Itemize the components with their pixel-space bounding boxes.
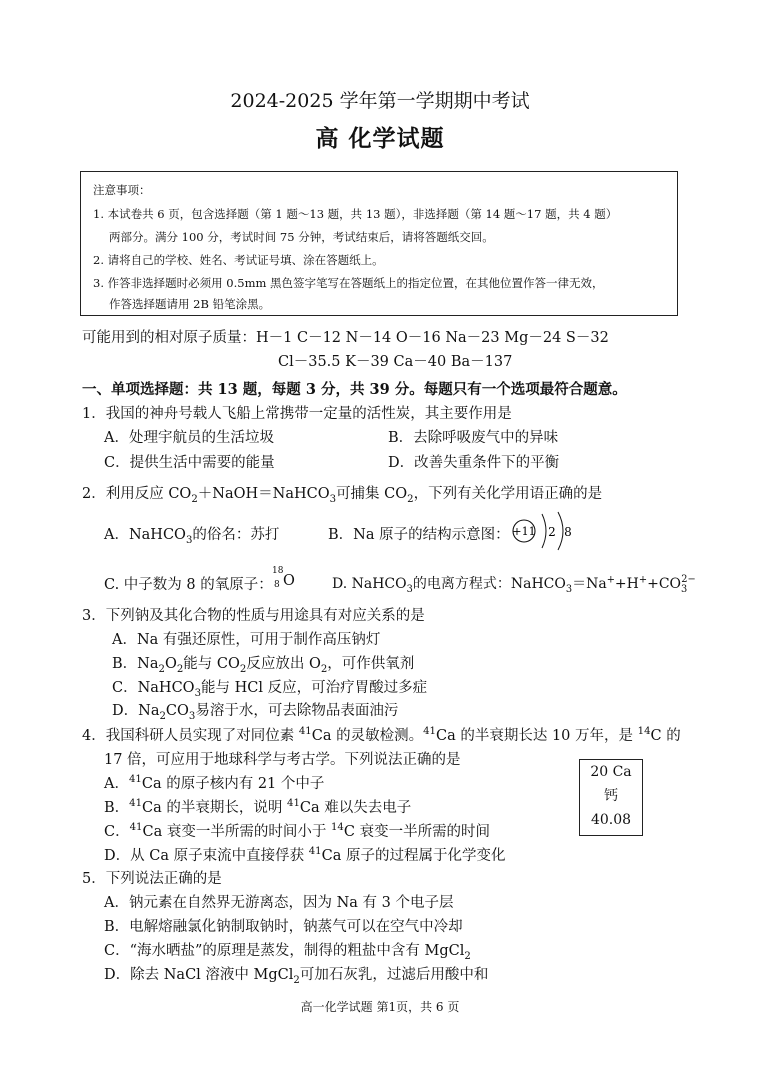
calcium-number-symbol: 20 Ca (590, 764, 632, 780)
notice-box (80, 171, 678, 316)
q5-stem: 5．下列说法正确的是 (82, 871, 222, 887)
nucleus-charge: +11 (512, 525, 536, 538)
q4-option-d: D．从 Ca 原子束流中直接俘获 $^{41}$Ca 原子的过程属于化学变化 (104, 846, 506, 864)
atomic-mass-line-2: Cl－35.5 K－39 Ca－40 Ba－137 (278, 354, 513, 370)
electron-shell-2 (558, 512, 563, 550)
exam-title: 2024-2025 学年第一学期期中考试 (230, 90, 530, 112)
q2-option-c: C. 中子数为 8 的氧原子： (104, 577, 273, 593)
notice-item-3-cont: 作答选择题请用 2B 铅笔涂黑。 (109, 297, 271, 311)
q3-option-b: B．$Na_2O_2$能与 $CO_2$反应放出 $O_2$，可作供氧剂 (112, 656, 415, 675)
q3-option-c: C．NaHCO$_3$能与 HCl 反应，可治疗胃酸过多症 (112, 680, 428, 699)
calcium-name: 钙 (604, 788, 618, 804)
q4-stem-line-2: 17 倍，可应用于地球科学与考古学。下列说法正确的是 (104, 752, 461, 768)
q1-stem: 1．我国的神舟号载人飞船上常携带一定量的活性炭，其主要作用是 (82, 406, 512, 422)
q1-option-c: C．提供生活中需要的能量 (104, 455, 275, 471)
q4-stem-line-1: 4．我国科研人员实现了对同位素 $^{41}$Ca 的灵敏检测。$^{41}$Ca 的半衰期长达 10 万年，是 $^{14}$C 的 (82, 726, 681, 744)
notice-item-3: 3. 作答非选择题时必须用 0.5mm 黑色签字笔写在答题纸上的指定位置，在其他位置作答一律无效， (93, 276, 604, 290)
section-heading: 一、单项选择题：共 13 题，每题 3 分，共 39 分。每题只有一个选项最符合题意。 (82, 381, 627, 398)
q5-option-a: A．钠元素在自然界无游离态，因为 Na 有 3 个电子层 (104, 895, 454, 911)
q2-c-atomic-number: 8 (274, 580, 280, 590)
q1-option-a: A．处理宇航员的生活垃圾 (104, 430, 274, 446)
q2-option-b: B．Na 原子的结构示意图： (328, 527, 510, 543)
notice-item-2: 2. 请将自己的学校、姓名、考试证号填、涂在答题纸上。 (93, 253, 384, 267)
q1-option-b: B．去除呼吸废气中的异味 (388, 430, 559, 446)
q3-option-d: D．$Na_2CO_3$易溶于水，可去除物品表面油污 (112, 703, 399, 722)
shell-2-electrons: 8 (564, 525, 572, 539)
q4-option-c: C．$^{41}$Ca 衰变一半所需的时间小于 $^{14}$C 衰变一半所需的时间 (104, 822, 491, 840)
q2-c-mass-number: 18 (272, 566, 284, 576)
notice-heading: 注意事项： (93, 183, 151, 197)
q2-c-symbol: O (283, 573, 295, 589)
electron-shell-1 (542, 514, 546, 548)
q4-option-a: A．$^{41}$Ca 的原子核内有 21 个中子 (104, 774, 325, 792)
q4-option-b: B．$^{41}$Ca 的半衰期长，说明 $^{41}$Ca 难以失去电子 (104, 798, 412, 816)
q3-option-a: A．Na 有强还原性，可用于制作高压钠灯 (112, 632, 381, 648)
q1-option-d: D．改善失重条件下的平衡 (388, 455, 560, 471)
calcium-element-card (579, 759, 643, 836)
shell-1-electrons: 2 (548, 525, 556, 539)
q3-stem: 3．下列钠及其化合物的性质与用途具有对应关系的是 (82, 608, 425, 624)
q2-stem: 2．利用反应 $CO_2+NaOH=NaHCO_3$可捕集 $CO_2$，下列有关化学用语正确的是 (82, 486, 603, 505)
q2-option-a: A．NaHCO$_3$的俗名：苏打 (104, 527, 280, 546)
q2-option-d: D. NaHCO$_3$的电离方程式：$NaHCO_3=Na^++H^++CO_3^{2-}$ (332, 574, 696, 595)
exam-subtitle: 高 化学试题 (315, 125, 445, 152)
q5-option-d: D．除去 NaCl 溶液中 MgCl$_2$可加石灰乳，过滤后用酸中和 (104, 967, 489, 986)
calcium-atomic-mass: 40.08 (590, 812, 632, 828)
page-footer: 高一化学试题 第1页，共 6 页 (300, 1000, 460, 1014)
na-atom-structure-diagram (506, 508, 576, 554)
notice-item-1: 1. 本试卷共 6 页，包含选择题（第 1 题～13 题，共 13 题），非选择题（第 14 题～17 题，共 4 题） (93, 207, 618, 221)
atomic-mass-line-1: 可能用到的相对原子质量：H－1 C－12 N－14 O－16 Na－23 Mg－24 S－32 (82, 330, 609, 346)
q5-option-b: B．电解熔融氯化钠制取钠时，钠蒸气可以在空气中冷却 (104, 919, 463, 935)
q5-option-c: C．“海水晒盐”的原理是蒸发，制得的粗盐中含有 MgCl$_2$ (104, 943, 471, 962)
notice-item-1-cont: 两部分。满分 100 分，考试时间 75 分钟，考试结束后，请将答题纸交回。 (109, 230, 494, 244)
